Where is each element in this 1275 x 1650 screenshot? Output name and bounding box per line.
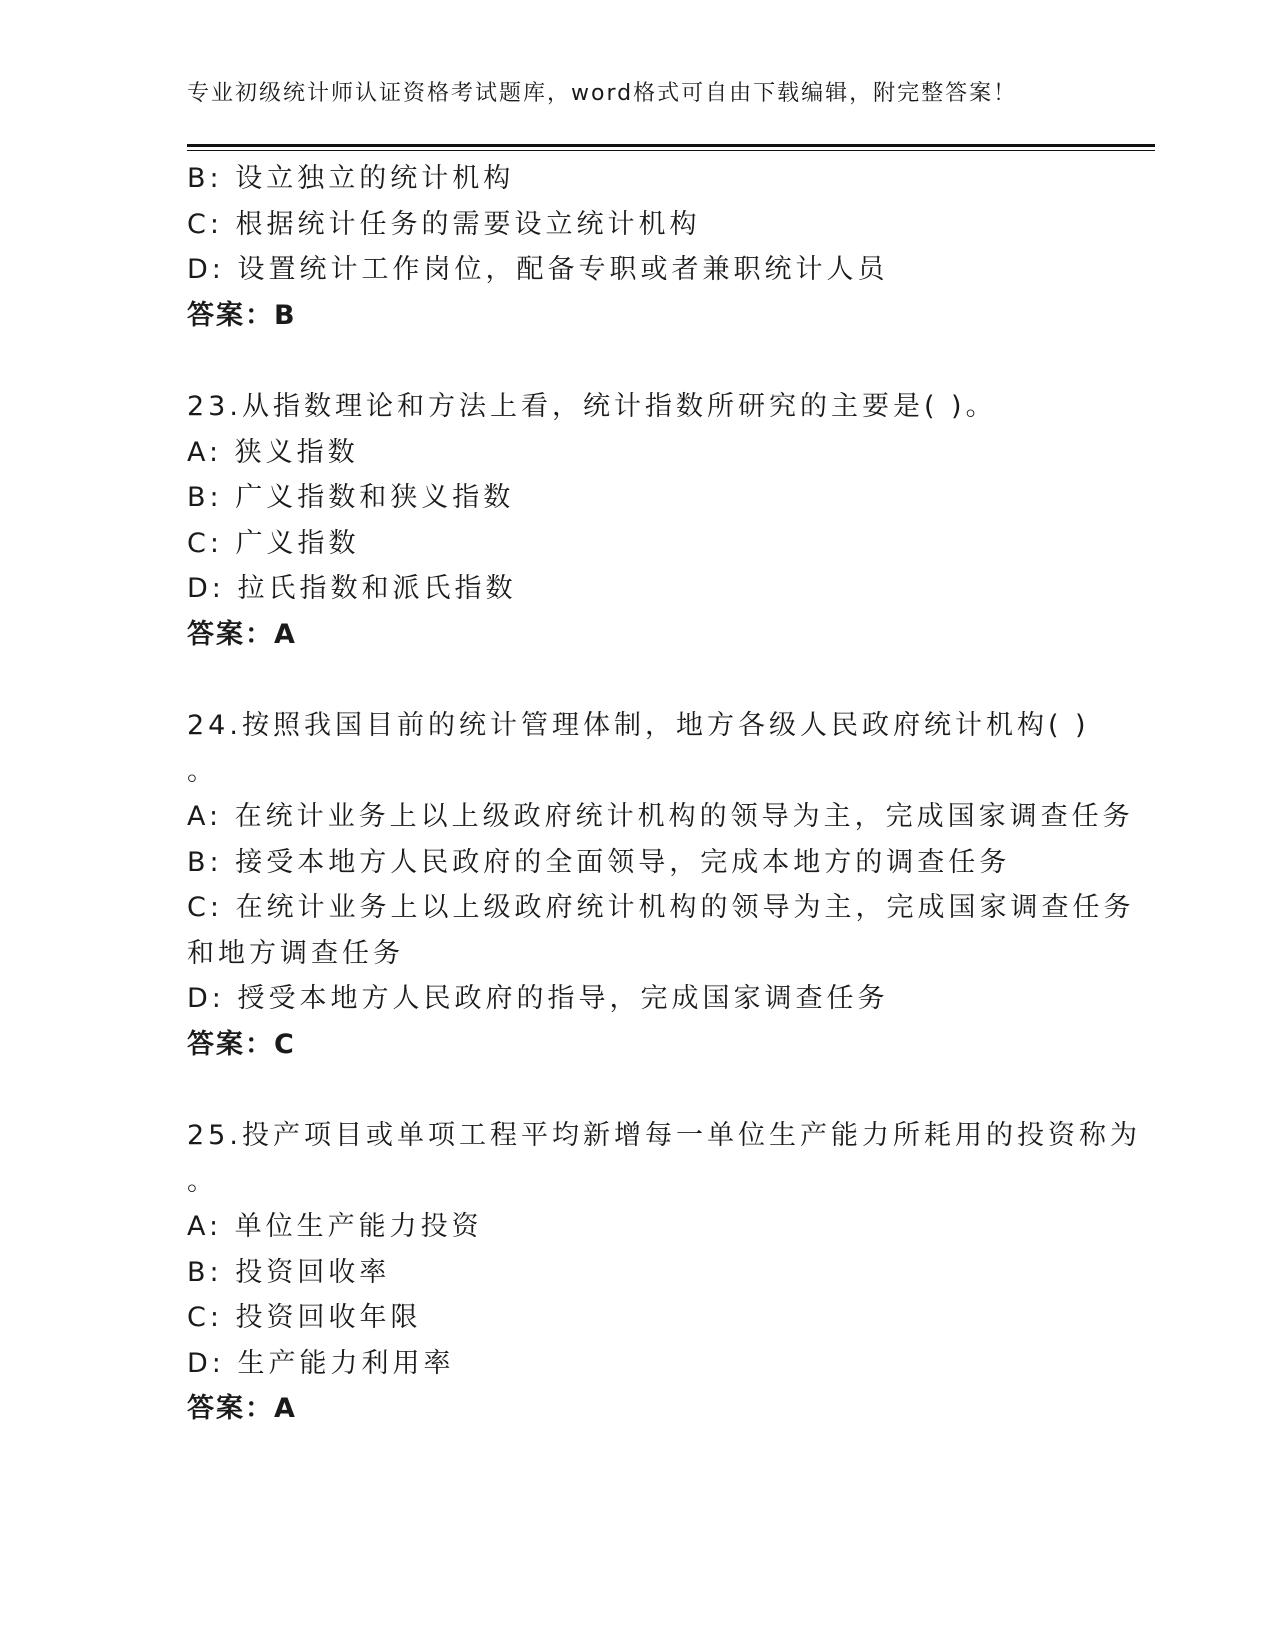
q23-question: 23.从指数理论和方法上看，统计指数所研究的主要是( )。 [187, 391, 997, 422]
q24-option-b: B: 接受本地方人民政府的全面领导，完成本地方的调查任务 [187, 846, 1011, 878]
q23-answer: 答案：A [187, 618, 297, 650]
spacer [187, 338, 1087, 384]
q23-option-d: D: 拉氏指数和派氏指数 [187, 573, 517, 604]
page-header: 专业初级统计师认证资格考试题库，word格式可自由下载编辑，附完整答案！ [187, 81, 1018, 106]
spacer [187, 1067, 1087, 1113]
q24-question-line1: 24.按照我国目前的统计管理体制，地方各级人民政府统计机构( ) [187, 710, 1090, 741]
q25-option-c: C: 投资回收年限 [187, 1302, 422, 1333]
q22-option-d: D: 设置统计工作岗位，配备专职或者兼职统计人员 [187, 254, 889, 285]
q24-option-d: D: 授受本地方人民政府的指导，完成国家调查任务 [187, 983, 889, 1014]
header-rule-thin [187, 150, 1155, 151]
q22-answer: 答案：B [187, 299, 297, 331]
q25-option-b: B: 投资回收率 [187, 1256, 391, 1288]
q23-option-c: C: 广义指数 [187, 527, 360, 559]
q22-option-c: C: 根据统计任务的需要设立统计机构 [187, 208, 701, 240]
q25-option-d: D: 生产能力利用率 [187, 1347, 455, 1379]
q25-question-line1: 25.投产项目或单项工程平均新增每一单位生产能力所耗用的投资称为 [187, 1120, 1141, 1151]
q24-option-c-line1: C: 在统计业务上以上级政府统计机构的领导为主，完成国家调查任务 [187, 892, 1135, 923]
q24-option-c-line2: 和地方调查任务 [187, 937, 404, 969]
question-content [187, 156, 1141, 1432]
q25-question-line2: 。 [187, 1165, 218, 1197]
spacer [187, 657, 1087, 703]
q22-option-b: B: 设立独立的统计机构 [187, 163, 515, 194]
q25-answer: 答案：A [187, 1393, 297, 1424]
q25-option-a: A: 单位生产能力投资 [187, 1211, 483, 1242]
q23-option-b: B: 广义指数和狭义指数 [187, 482, 515, 513]
header-rule-thick [187, 144, 1155, 147]
q23-option-a: A: 狭义指数 [187, 436, 359, 468]
q24-question-line2: 。 [187, 755, 218, 787]
q24-answer: 答案：C [187, 1028, 296, 1060]
q24-option-a: A: 在统计业务上以上级政府统计机构的领导为主，完成国家调查任务 [187, 801, 1134, 832]
